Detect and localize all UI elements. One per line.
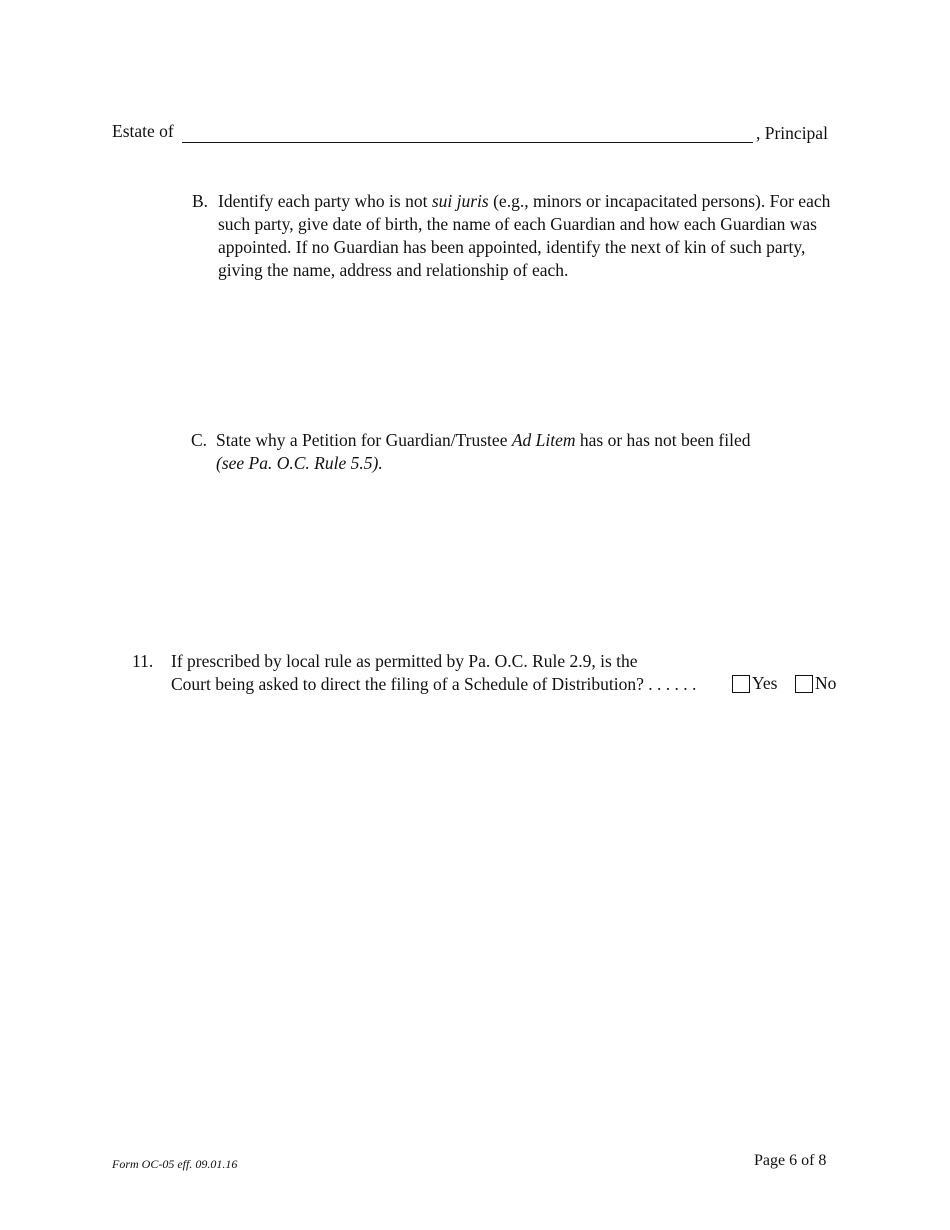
yes-checkbox[interactable] — [732, 675, 750, 693]
no-checkbox[interactable] — [795, 675, 813, 693]
estate-label: Estate of — [112, 121, 174, 141]
section-c-text-start: State why a Petition for Guardian/Trustee — [216, 430, 512, 450]
section-c-text-rest: has or has not been filed — [575, 430, 751, 450]
question-11-line-2: Court being asked to direct the filing of a Schedule of Distribution? . . . . . . — [171, 674, 697, 694]
section-b-text-rest: (e.g., minors or incapacitated persons). For each such party, give date of birth, the name of each Guardian and how each Guardian was appointed. If no Guardian has been appointed, identify the next of kin of such party, giving the name, address and relationship of each. — [218, 191, 831, 280]
form-identifier: Form OC-05 eff. 09.01.16 — [112, 1157, 238, 1171]
question-11-text — [171, 650, 731, 696]
ad-litem-term: Ad Litem — [511, 430, 576, 450]
page-number: Page 6 of 8 — [754, 1152, 827, 1169]
sui-juris-term: sui juris — [431, 191, 489, 211]
question-11-line-1: If prescribed by local rule as permitted by Pa. O.C. Rule 2.9, is the — [171, 651, 638, 671]
section-b-text-start: Identify each party who is not — [218, 191, 432, 211]
yes-label: Yes — [752, 673, 778, 693]
section-b-letter: B. — [192, 191, 209, 211]
question-11-number: 11. — [132, 651, 154, 671]
estate-name-field[interactable] — [182, 142, 753, 143]
section-c-instructions — [216, 429, 836, 475]
section-c-letter: C. — [191, 430, 208, 450]
rule-reference: (see Pa. O.C. Rule 5.5). — [216, 453, 383, 473]
no-label: No — [815, 673, 837, 693]
section-b-instructions — [218, 190, 838, 282]
principal-label: , Principal — [756, 123, 828, 143]
